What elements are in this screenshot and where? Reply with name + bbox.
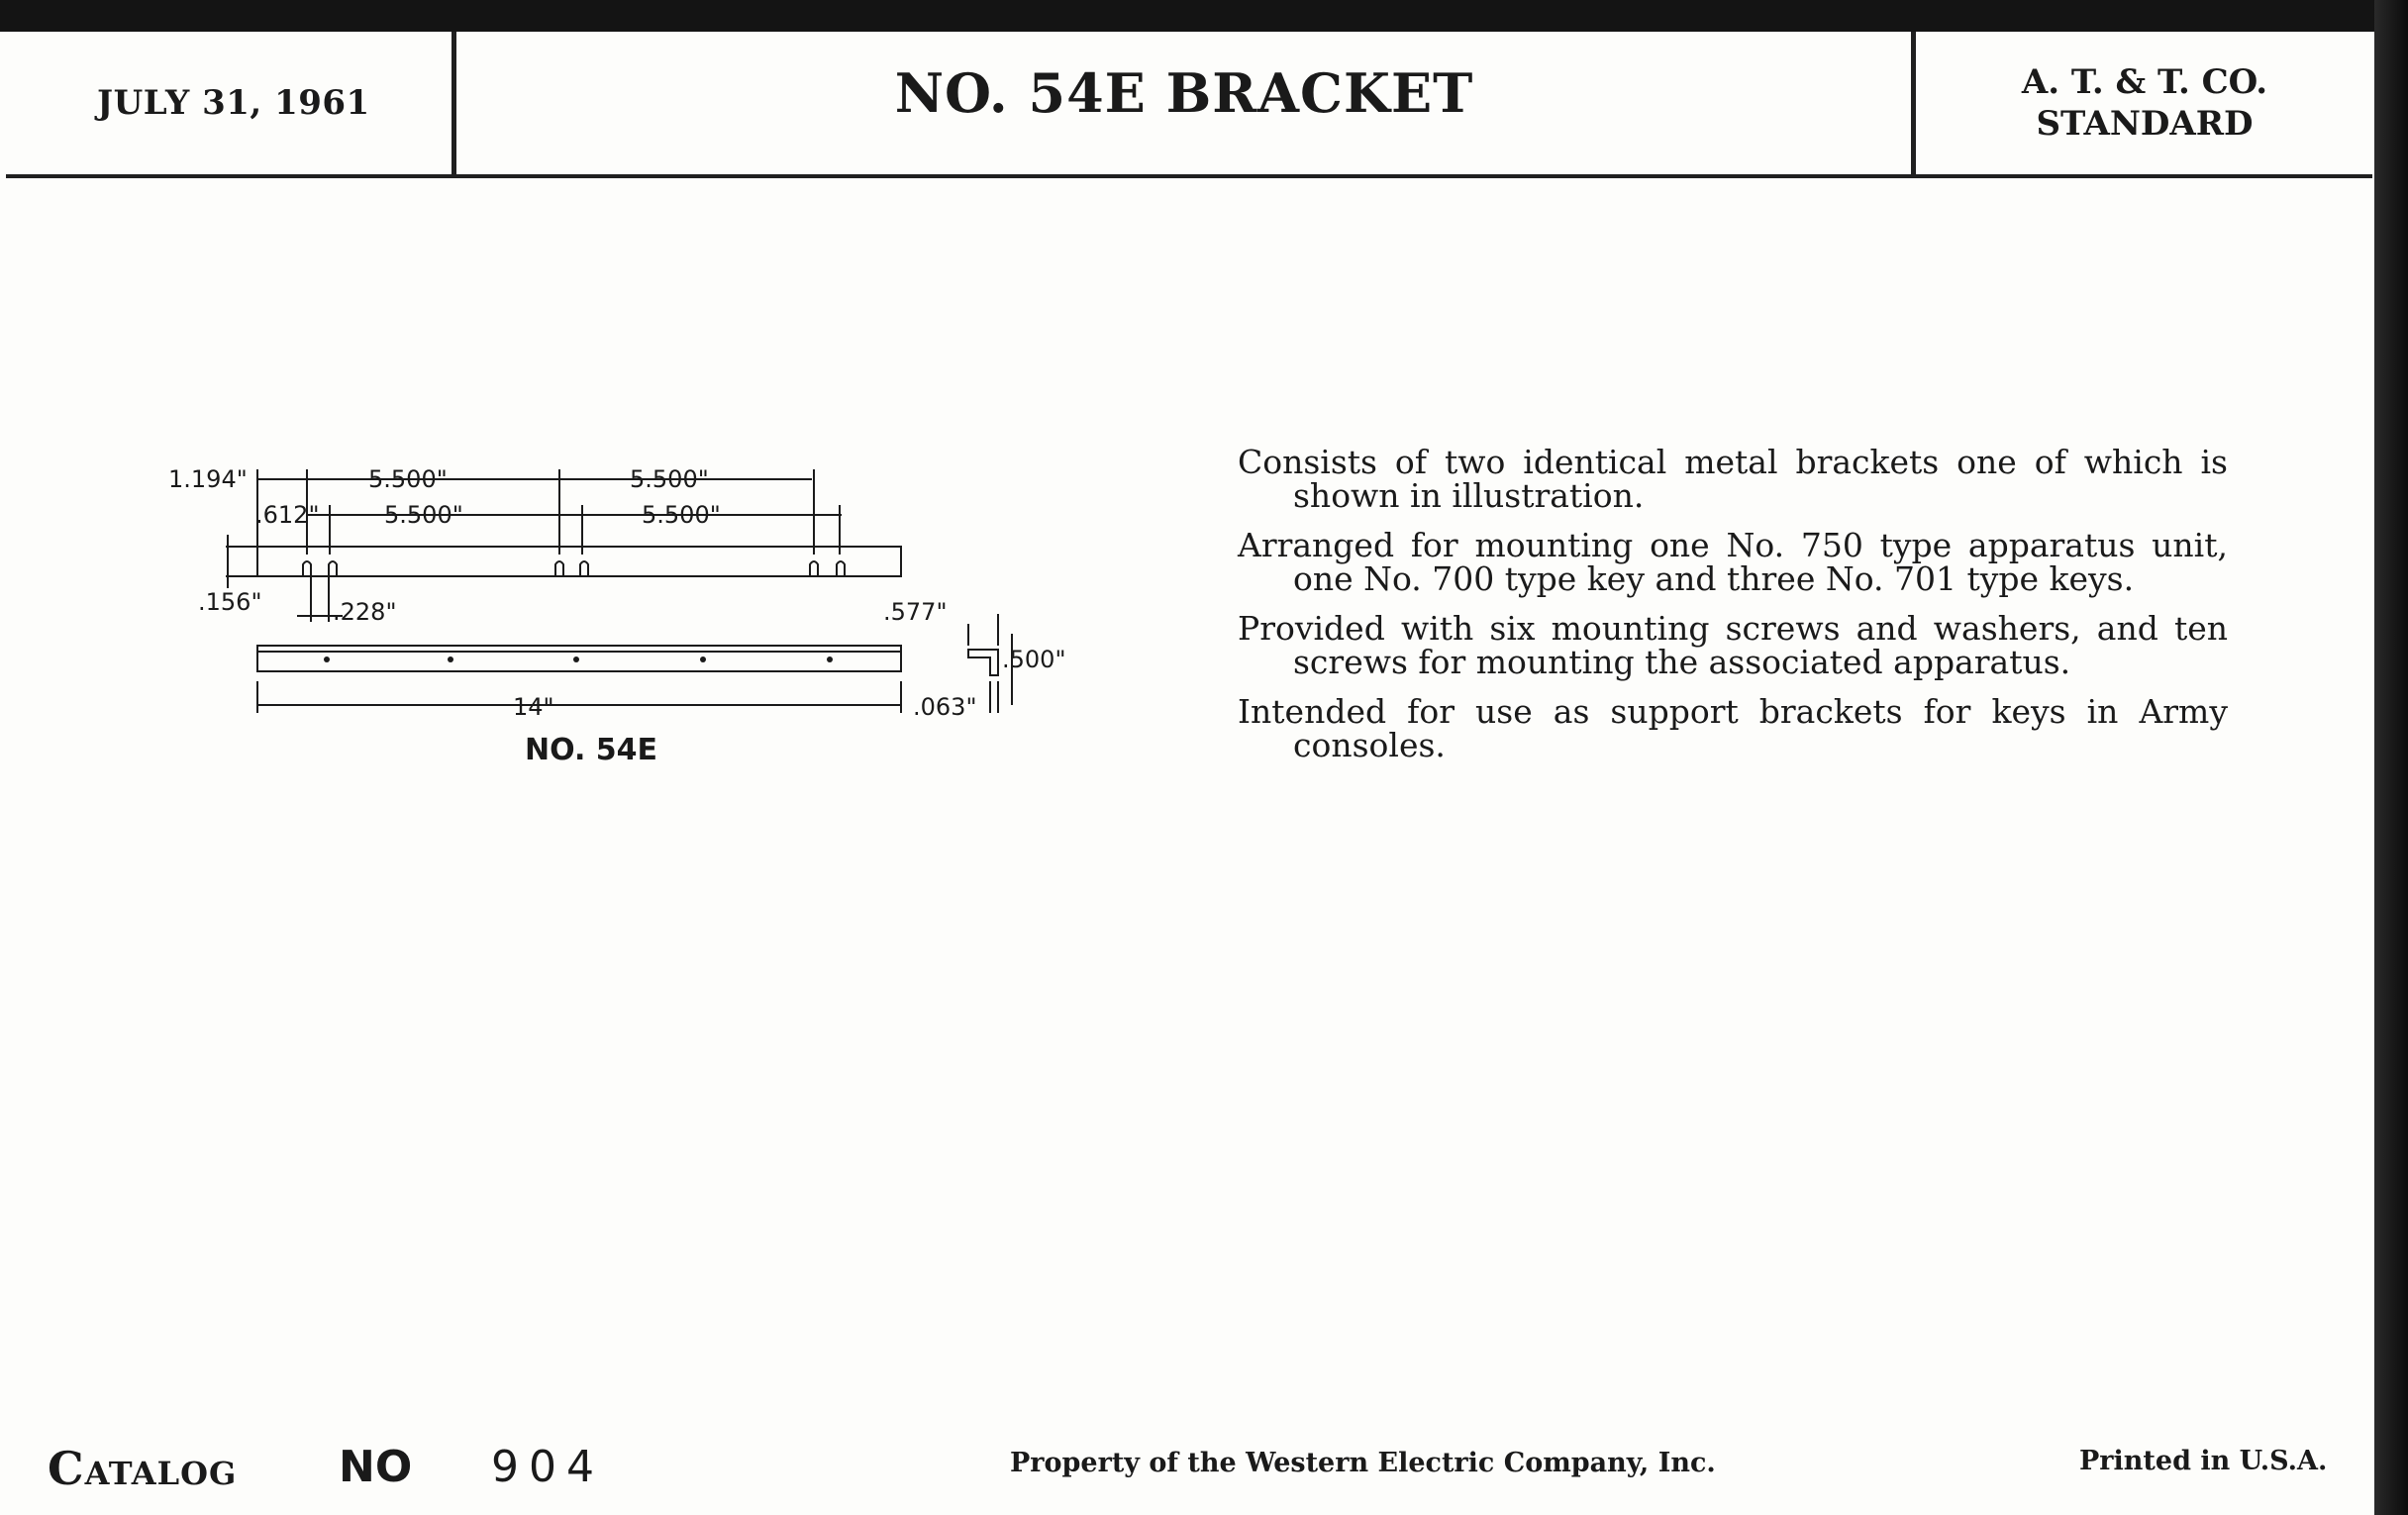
dim-left-offset-2: .612" <box>255 501 320 529</box>
dim-thickness: .063" <box>913 693 977 721</box>
page-title: NO. 54E BRACKET <box>894 61 1474 125</box>
standard-label <box>1917 61 2372 145</box>
dim-notch-depth: .156" <box>198 588 262 616</box>
property-notice: Property of the Western Electric Company, Inc. <box>1010 1448 1716 1478</box>
drawing-caption: NO. 54E <box>525 733 658 767</box>
dim-flange-width: .577" <box>883 598 948 626</box>
scan-edge <box>2374 0 2408 1515</box>
catalog-number: 904 <box>491 1442 604 1492</box>
dim-notch-width: .228" <box>333 598 397 626</box>
dim-span-top-2: 5.500" <box>630 465 709 493</box>
dim-span-mid-2: 5.500" <box>642 501 721 529</box>
header-date: JULY 31, 1961 <box>97 83 370 123</box>
dim-overall-length: 14" <box>513 693 554 721</box>
catalog-label: Catalog <box>48 1442 238 1495</box>
dim-span-top-1: 5.500" <box>368 465 448 493</box>
dim-left-offset: 1.194" <box>168 465 248 493</box>
catalog-no-label: NO <box>339 1442 413 1492</box>
bracket-drawing <box>149 455 1099 753</box>
description <box>1238 443 2228 778</box>
description-paragraph: Arranged for mounting one No. 750 type apparatus unit, one No. 700 type key and three No. 701 type keys. <box>1238 526 2228 598</box>
standard-line-1: A. T. & T. CO. <box>2021 62 2268 102</box>
dim-span-mid-1: 5.500" <box>384 501 463 529</box>
standard-line-2: STANDARD <box>2036 104 2254 144</box>
header-bottom-rule <box>6 174 2372 178</box>
description-paragraph: Intended for use as support brackets for keys in Army consoles. <box>1238 692 2228 764</box>
printed-notice: Printed in U.S.A. <box>2079 1446 2328 1476</box>
description-paragraph: Provided with six mounting screws and washers, and ten screws for mounting the associated apparatus. <box>1238 609 2228 681</box>
dim-flange-height: .500" <box>1002 646 1066 673</box>
description-paragraph: Consists of two identical metal brackets one of which is shown in illustration. <box>1238 443 2228 515</box>
